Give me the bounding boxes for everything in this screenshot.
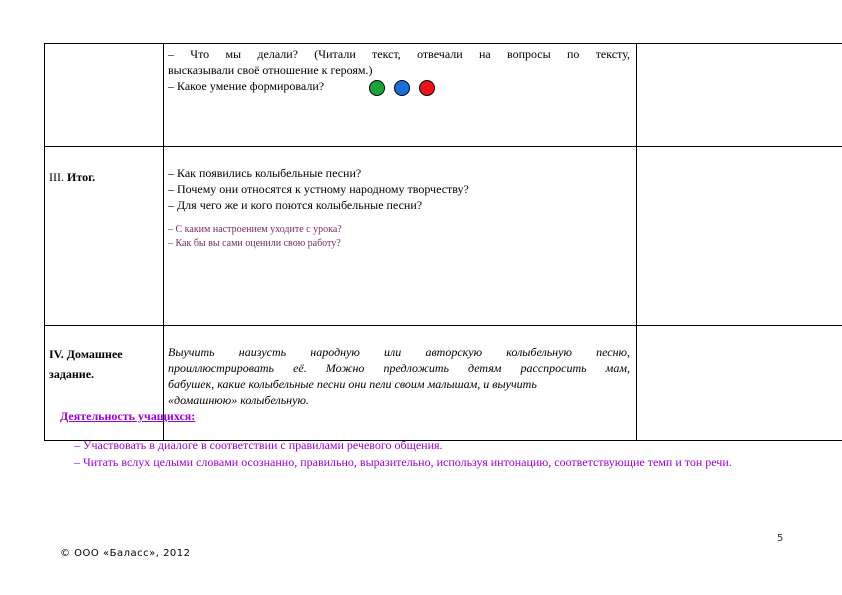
reflection-line: – С каким настроением уходите с урока? [168,224,342,235]
page-number: 5 [777,533,784,544]
content-line: «домашнюю» колыбельную. [168,393,309,407]
content-line: – Для чего же и кого поются колыбельные песни? [168,198,423,212]
table-row [45,147,842,326]
color-dots [369,79,444,96]
content-line-with-dots [168,78,630,96]
stage-number: IV. [49,347,64,361]
red-circle-icon [419,80,435,96]
notes-cell [637,147,842,326]
stage-title: Итог. [67,170,96,184]
activity-item: – Читать вслух целыми словами осознанно, правильно, выразительно, используя интонацию, соответствующие темп и тон речи. [74,455,732,469]
stage-cell [45,44,164,147]
content-cell [164,147,637,326]
copyright: © ООО «Баласс», 2012 [60,548,191,559]
activity-title: Деятельность учащихся: [60,409,196,423]
stage-number: III. [49,170,64,184]
blue-circle-icon [394,80,410,96]
content-line: – Что мы делали? (Читали текст, отвечали на вопросы по тексту, [168,47,630,61]
content-line: проиллюстрировать её. Можно предложить детям расспросить мам, [168,361,630,375]
reflection-line: – Как бы вы сами оценили свою работу? [168,238,341,249]
student-activity [60,408,790,471]
activity-item: – Участвовать в диалоге в соответствии с правилами речевого общения. [74,438,443,452]
notes-cell [637,44,842,147]
content-line: бабушек, какие колыбельные песни они пели своим малышам, и выучить [168,377,537,391]
content-line: высказывали своё отношение к героям.) [168,63,373,77]
content-line: – Как появились колыбельные песни? [168,166,362,180]
stage-title: Домашнее задание. [49,347,123,381]
content-line: – Почему они относятся к устному народному творчеству? [168,182,469,196]
stage-cell [45,147,164,326]
content-cell [164,44,637,147]
table-row [45,44,842,147]
content-line: – Какое умение формировали? [168,79,325,93]
lesson-table [44,43,842,441]
green-circle-icon [369,80,385,96]
content-line: Выучить наизусть народную или авторскую колыбельную песню, [168,345,630,359]
